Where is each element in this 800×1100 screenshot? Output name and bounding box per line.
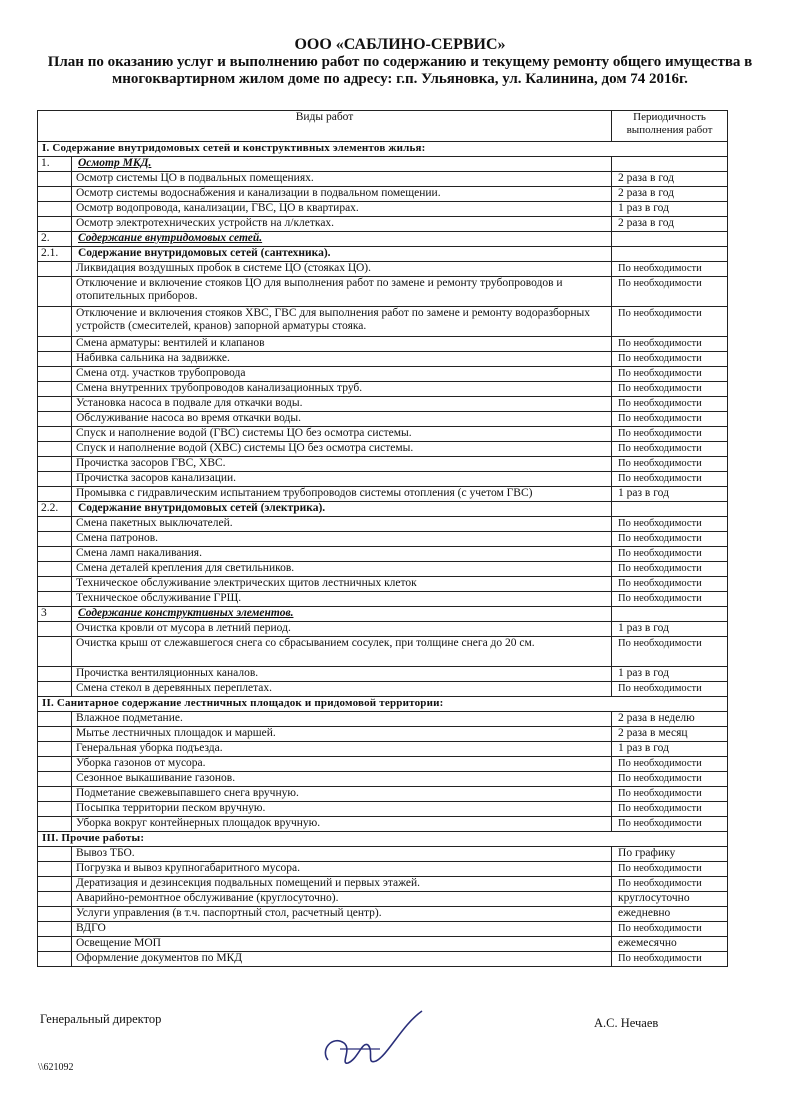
table-row xyxy=(38,172,728,187)
row-number xyxy=(38,772,72,787)
work-description: Услуги управления (в т.ч. паспортный стол, расчетный центр). xyxy=(72,907,612,922)
work-frequency: По необходимости xyxy=(612,952,728,967)
work-frequency: По необходимости xyxy=(612,262,728,277)
subsection-row xyxy=(38,157,728,172)
work-frequency: 1 раз в год xyxy=(612,667,728,682)
work-frequency: 1 раз в год xyxy=(612,622,728,637)
row-number xyxy=(38,397,72,412)
row-number xyxy=(38,517,72,532)
row-number xyxy=(38,922,72,937)
row-number xyxy=(38,532,72,547)
row-number xyxy=(38,742,72,757)
row-number: 2.2. xyxy=(38,502,72,517)
work-description xyxy=(72,502,612,517)
table-row xyxy=(38,517,728,532)
row-number xyxy=(38,457,72,472)
work-frequency: 2 раза в год xyxy=(612,217,728,232)
work-frequency: По необходимости xyxy=(612,862,728,877)
work-description: Дератизация и дезинсекция подвальных помещений и первых этажей. xyxy=(72,877,612,892)
table-row xyxy=(38,277,728,307)
subsection-row xyxy=(38,607,728,622)
row-number xyxy=(38,787,72,802)
work-description: Набивка сальника на задвижке. xyxy=(72,352,612,367)
work-frequency: По необходимости xyxy=(612,592,728,607)
table-row xyxy=(38,547,728,562)
table-row xyxy=(38,457,728,472)
row-number xyxy=(38,727,72,742)
table-row xyxy=(38,397,728,412)
row-number xyxy=(38,367,72,382)
section-row xyxy=(38,832,728,847)
table-row xyxy=(38,892,728,907)
table-row xyxy=(38,952,728,967)
row-number: 1. xyxy=(38,157,72,172)
table-row xyxy=(38,592,728,607)
row-number xyxy=(38,187,72,202)
work-frequency: По необходимости xyxy=(612,412,728,427)
row-number xyxy=(38,892,72,907)
table-row xyxy=(38,622,728,637)
subsection-title: Содержание конструктивных элементов. xyxy=(78,607,294,619)
work-frequency: По необходимости xyxy=(612,532,728,547)
work-frequency: По необходимости xyxy=(612,922,728,937)
work-frequency: ежедневно xyxy=(612,907,728,922)
work-frequency xyxy=(612,502,728,517)
work-frequency: По необходимости xyxy=(612,367,728,382)
table-row xyxy=(38,937,728,952)
work-description: Спуск и наполнение водой (ГВС) системы ЦО без осмотра системы. xyxy=(72,427,612,442)
work-frequency: По необходимости xyxy=(612,802,728,817)
work-description: Смена отд. участков трубопровода xyxy=(72,367,612,382)
table-row xyxy=(38,472,728,487)
table-row xyxy=(38,262,728,277)
table-row xyxy=(38,802,728,817)
section-row xyxy=(38,142,728,157)
work-frequency: По необходимости xyxy=(612,637,728,667)
row-number xyxy=(38,712,72,727)
table-row xyxy=(38,562,728,577)
row-number xyxy=(38,202,72,217)
col-header-frequency: Периодичность выполнения работ xyxy=(612,111,728,142)
work-frequency: 2 раза в год xyxy=(612,172,728,187)
work-description: Погрузка и вывоз крупногабаритного мусора. xyxy=(72,862,612,877)
work-description: Прочистка засоров канализации. xyxy=(72,472,612,487)
table-row xyxy=(38,877,728,892)
row-number xyxy=(38,667,72,682)
subsection-title: Осмотр МКД. xyxy=(78,157,152,169)
table-row xyxy=(38,202,728,217)
section-title: III. Прочие работы: xyxy=(38,832,728,847)
table-row xyxy=(38,772,728,787)
work-frequency: По необходимости xyxy=(612,397,728,412)
work-description: Оформление документов по МКД xyxy=(72,952,612,967)
work-description: Смена деталей крепления для светильников. xyxy=(72,562,612,577)
work-frequency: По необходимости xyxy=(612,877,728,892)
work-frequency: По необходимости xyxy=(612,787,728,802)
work-description: Смена пакетных выключателей. xyxy=(72,517,612,532)
subsection-row xyxy=(38,247,728,262)
table-row xyxy=(38,907,728,922)
document-title: План по оказанию услуг и выполнению работ по содержанию и текущему ремонту общего имущества в многоквартирном жилом доме по адресу: г.п. Ульяновка, ул. Калинина, дом 74 2016г. xyxy=(47,54,753,87)
row-number xyxy=(38,862,72,877)
work-description: Смена ламп накаливания. xyxy=(72,547,612,562)
work-frequency: По необходимости xyxy=(612,817,728,832)
work-description: Прочистка вентиляционных каналов. xyxy=(72,667,612,682)
table-row xyxy=(38,412,728,427)
row-number xyxy=(38,172,72,187)
work-frequency: По необходимости xyxy=(612,382,728,397)
work-frequency xyxy=(612,607,728,622)
table-row xyxy=(38,442,728,457)
subsection-title: Содержание внутридомовых сетей. xyxy=(78,232,263,244)
table-row xyxy=(38,817,728,832)
row-number xyxy=(38,907,72,922)
work-description: Отключение и включения стояков ХВС, ГВС для выполнения работ по замене и ремонту водоразборных устройств (смесителей, кранов) запорной арматуры стояка. xyxy=(72,307,612,337)
work-frequency: круглосуточно xyxy=(612,892,728,907)
work-description: Смена арматуры: вентилей и клапанов xyxy=(72,337,612,352)
row-number xyxy=(38,577,72,592)
work-description xyxy=(72,607,612,622)
work-frequency: 2 раза в месяц xyxy=(612,727,728,742)
row-number xyxy=(38,847,72,862)
row-number xyxy=(38,412,72,427)
row-number xyxy=(38,592,72,607)
work-frequency: По необходимости xyxy=(612,517,728,532)
row-number xyxy=(38,487,72,502)
table-row xyxy=(38,577,728,592)
table-row xyxy=(38,847,728,862)
work-description: Обслуживание насоса во время откачки воды. xyxy=(72,412,612,427)
row-number xyxy=(38,952,72,967)
work-description xyxy=(72,157,612,172)
row-number: 2. xyxy=(38,232,72,247)
work-description: ВДГО xyxy=(72,922,612,937)
work-description: Техническое обслуживание электрических щитов лестничных клеток xyxy=(72,577,612,592)
work-description: Подметание свежевыпавшего снега вручную. xyxy=(72,787,612,802)
work-frequency: 1 раз в год xyxy=(612,742,728,757)
row-number xyxy=(38,637,72,667)
work-frequency: По необходимости xyxy=(612,772,728,787)
work-description: Уборка вокруг контейнерных площадок вручную. xyxy=(72,817,612,832)
table-row xyxy=(38,382,728,397)
row-number xyxy=(38,427,72,442)
row-number xyxy=(38,802,72,817)
work-frequency xyxy=(612,157,728,172)
row-number xyxy=(38,217,72,232)
work-frequency: ежемесячно xyxy=(612,937,728,952)
row-number xyxy=(38,307,72,337)
work-description: Уборка газонов от мусора. xyxy=(72,757,612,772)
row-number xyxy=(38,262,72,277)
row-number: 3 xyxy=(38,607,72,622)
row-number xyxy=(38,442,72,457)
table-row xyxy=(38,337,728,352)
table-row xyxy=(38,532,728,547)
table-row xyxy=(38,862,728,877)
work-description: Генеральная уборка подъезда. xyxy=(72,742,612,757)
work-description: Отключение и включение стояков ЦО для выполнения работ по замене и ремонту трубопроводов и отопительных приборов. xyxy=(72,277,612,307)
document-code: \\621092 xyxy=(38,1062,74,1073)
table-row xyxy=(38,427,728,442)
work-frequency: По необходимости xyxy=(612,307,728,337)
table-row xyxy=(38,307,728,337)
table-row xyxy=(38,787,728,802)
work-description: Осмотр электротехнических устройств на л/клетках. xyxy=(72,217,612,232)
work-description xyxy=(72,247,612,262)
row-number xyxy=(38,817,72,832)
work-frequency: По необходимости xyxy=(612,682,728,697)
subsection-row xyxy=(38,232,728,247)
table-row xyxy=(38,757,728,772)
work-description: Осмотр водопровода, канализации, ГВС, ЦО в квартирах. xyxy=(72,202,612,217)
work-frequency: По необходимости xyxy=(612,457,728,472)
row-number xyxy=(38,622,72,637)
table-row xyxy=(38,682,728,697)
work-frequency: По необходимости xyxy=(612,337,728,352)
work-frequency: По необходимости xyxy=(612,427,728,442)
row-number xyxy=(38,682,72,697)
work-frequency xyxy=(612,247,728,262)
work-description: Очистка крыш от слежавшегося снега со сбрасыванием сосулек, при толщине снега до 20 см. xyxy=(72,637,612,667)
work-description: Установка насоса в подвале для откачки воды. xyxy=(72,397,612,412)
company-name: ООО «САБЛИНО-СЕРВИС» xyxy=(294,36,506,53)
table-row xyxy=(38,367,728,382)
row-number xyxy=(38,352,72,367)
work-description: Осмотр системы водоснабжения и канализации в подвальном помещении. xyxy=(72,187,612,202)
table-row xyxy=(38,352,728,367)
section-row xyxy=(38,697,728,712)
work-description: Смена внутренних трубопроводов канализационных труб. xyxy=(72,382,612,397)
work-frequency: По необходимости xyxy=(612,547,728,562)
work-frequency: По необходимости xyxy=(612,277,728,307)
works-table xyxy=(37,110,728,967)
row-number xyxy=(38,757,72,772)
work-frequency: 1 раз в год xyxy=(612,487,728,502)
table-row xyxy=(38,487,728,502)
table-row xyxy=(38,667,728,682)
work-frequency: По необходимости xyxy=(612,442,728,457)
row-number xyxy=(38,562,72,577)
work-description: Смена стекол в деревянных переплетах. xyxy=(72,682,612,697)
work-description: Промывка с гидравлическим испытанием трубопроводов системы отопления (с учетом ГВС) xyxy=(72,487,612,502)
work-description: Аварийно-ремонтное обслуживание (круглосуточно). xyxy=(72,892,612,907)
table-row xyxy=(38,727,728,742)
work-frequency xyxy=(612,232,728,247)
work-description: Очистка кровли от мусора в летний период. xyxy=(72,622,612,637)
work-description: Прочистка засоров ГВС, ХВС. xyxy=(72,457,612,472)
work-description: Смена патронов. xyxy=(72,532,612,547)
work-description: Посыпка территории песком вручную. xyxy=(72,802,612,817)
work-description: Вывоз ТБО. xyxy=(72,847,612,862)
work-description: Ликвидация воздушных пробок в системе ЦО (стояках ЦО). xyxy=(72,262,612,277)
work-frequency: 2 раза в год xyxy=(612,187,728,202)
work-frequency: 2 раза в неделю xyxy=(612,712,728,727)
row-number xyxy=(38,277,72,307)
work-frequency: По необходимости xyxy=(612,577,728,592)
row-number xyxy=(38,472,72,487)
work-description: Освещение МОП xyxy=(72,937,612,952)
signature xyxy=(318,1005,428,1075)
row-number xyxy=(38,382,72,397)
work-description: Осмотр системы ЦО в подвальных помещениях. xyxy=(72,172,612,187)
section-title: I. Содержание внутридомовых сетей и конструктивных элементов жилья: xyxy=(38,142,728,157)
work-description: Спуск и наполнение водой (ХВС) системы ЦО без осмотра системы. xyxy=(72,442,612,457)
signatory-position: Генеральный директор xyxy=(40,1012,162,1026)
work-description: Техническое обслуживание ГРЩ. xyxy=(72,592,612,607)
work-frequency: По графику xyxy=(612,847,728,862)
work-description: Мытье лестничных площадок и маршей. xyxy=(72,727,612,742)
row-number xyxy=(38,337,72,352)
work-frequency: По необходимости xyxy=(612,562,728,577)
work-frequency: По необходимости xyxy=(612,472,728,487)
table-row xyxy=(38,217,728,232)
works-table-body xyxy=(38,142,728,967)
work-description: Сезонное выкашивание газонов. xyxy=(72,772,612,787)
section-title: II. Санитарное содержание лестничных площадок и придомовой территории: xyxy=(38,697,728,712)
col-header-works: Виды работ xyxy=(38,111,612,142)
table-row xyxy=(38,187,728,202)
work-frequency: По необходимости xyxy=(612,757,728,772)
table-row xyxy=(38,742,728,757)
work-description xyxy=(72,232,612,247)
row-number xyxy=(38,937,72,952)
row-number: 2.1. xyxy=(38,247,72,262)
signatory-name: А.С. Нечаев xyxy=(594,1016,659,1030)
work-frequency: 1 раз в год xyxy=(612,202,728,217)
subsection-title: Содержание внутридомовых сетей (электрика). xyxy=(78,502,326,514)
subsection-row xyxy=(38,502,728,517)
table-row xyxy=(38,637,728,667)
work-description: Влажное подметание. xyxy=(72,712,612,727)
row-number xyxy=(38,547,72,562)
table-row xyxy=(38,712,728,727)
row-number xyxy=(38,877,72,892)
work-frequency: По необходимости xyxy=(612,352,728,367)
table-row xyxy=(38,922,728,937)
subsection-title: Содержание внутридомовых сетей (сантехника). xyxy=(78,247,331,259)
